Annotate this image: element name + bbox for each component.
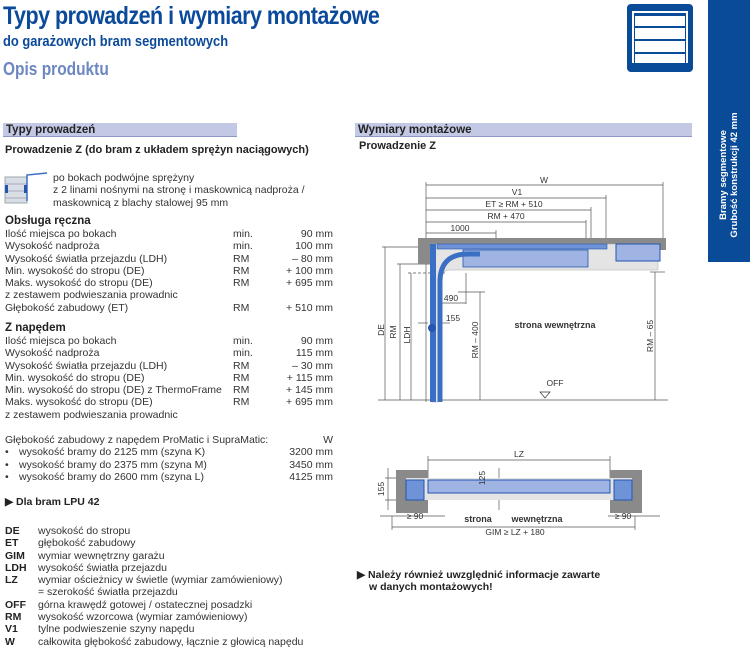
legend-item bbox=[5, 574, 303, 586]
triangle-icon: ▶ bbox=[5, 496, 16, 508]
legend-abbr: V1 bbox=[5, 623, 18, 636]
depth-row bbox=[5, 471, 333, 483]
spec-label: Wysokość światła przejazdu (LDH) bbox=[5, 252, 168, 265]
spec-row bbox=[5, 302, 333, 314]
spec-unit: RM bbox=[233, 384, 250, 397]
inside-label: strona wewnętrzna bbox=[514, 320, 596, 330]
spec-value: + 100 mm bbox=[286, 264, 333, 277]
page-title: Typy prowadzeń i wymiary montażowe bbox=[3, 2, 380, 30]
types-subheader: Prowadzenie Z (do bram z układem sprężyn naciągowych) bbox=[5, 144, 309, 156]
spec-row bbox=[5, 384, 333, 396]
legend-text: wysokość do stropu bbox=[38, 525, 131, 537]
legend-item bbox=[5, 636, 303, 648]
description-line: maskownicą z blachy stalowej 95 mm bbox=[53, 196, 229, 209]
spec-unit: min. bbox=[233, 335, 253, 347]
note-line: w danych montażowych! bbox=[369, 581, 493, 593]
legend-abbr: ET bbox=[5, 537, 19, 550]
spec-label: Min. wysokość do stropu (DE) bbox=[5, 371, 145, 384]
legend-item bbox=[5, 623, 303, 635]
floor-marker-icon bbox=[540, 392, 550, 398]
spec-row bbox=[5, 409, 333, 421]
dim-ge90-right: ≥ 90 bbox=[614, 511, 632, 521]
spec-row bbox=[5, 277, 333, 289]
dim-LZ: LZ bbox=[514, 449, 524, 459]
legend-text: wymiar ościeżnicy w świetle (wymiar zamówieniowy) bbox=[38, 574, 283, 587]
dim-DE: DE bbox=[376, 324, 386, 336]
dim-155: 155 bbox=[445, 313, 461, 323]
dim-RM400: RM – 400 bbox=[470, 321, 480, 359]
dim-ge90-left: ≥ 90 bbox=[406, 511, 424, 521]
spec-unit: RM bbox=[233, 264, 250, 277]
dim-GIM: GIM ≥ LZ + 180 bbox=[485, 527, 545, 537]
spec-unit bbox=[233, 289, 275, 301]
lpu-note-text: Dla bram LPU 42 bbox=[16, 496, 100, 508]
legend-item bbox=[5, 537, 303, 549]
legend-item bbox=[5, 562, 303, 574]
spec-row bbox=[5, 335, 333, 347]
spec-value: + 695 mm bbox=[286, 396, 333, 409]
door-icon bbox=[626, 3, 694, 73]
spec-row bbox=[5, 347, 333, 359]
spec-value: + 510 mm bbox=[286, 301, 333, 314]
spec-value: – 30 mm bbox=[292, 359, 333, 372]
spec-label: Ilość miejsca po bokach bbox=[5, 335, 117, 347]
legend-abbr: LZ bbox=[5, 574, 18, 587]
legend-item bbox=[5, 611, 303, 623]
legend-abbr bbox=[5, 586, 38, 598]
dim-V1: V1 bbox=[511, 187, 523, 197]
spec-value: + 145 mm bbox=[286, 384, 333, 397]
spec-value: + 695 mm bbox=[286, 277, 333, 290]
spec-value bbox=[275, 289, 333, 301]
dim-1000: 1000 bbox=[450, 223, 470, 233]
spec-unit: min. bbox=[233, 240, 253, 253]
spec-label: Wysokość nadproża bbox=[5, 347, 100, 360]
spec-row bbox=[5, 253, 333, 265]
legend-text: tylne podwieszenie szyny napędu bbox=[38, 623, 195, 636]
legend-text: wymiar wewnętrzny garażu bbox=[38, 549, 165, 562]
plan-strona: strona bbox=[464, 514, 492, 524]
spec-label: Maks. wysokość do stropu (DE) bbox=[5, 277, 153, 290]
depth-title: Głębokość zabudowy z napędem ProMatic i SupraMatic: bbox=[5, 434, 269, 446]
spec-unit: min. bbox=[233, 347, 253, 360]
bullet: • bbox=[5, 458, 9, 471]
dimensions-header: Wymiary montażowe bbox=[355, 123, 692, 137]
page-subtitle: do garażowych bram segmentowych bbox=[3, 33, 229, 50]
depth-label: wysokość bramy do 2375 mm (szyna M) bbox=[19, 458, 207, 471]
dim-LDH: LDH bbox=[402, 326, 412, 344]
spec-unit: RM bbox=[233, 371, 250, 384]
dim-ET: ET ≥ RM + 510 bbox=[485, 199, 543, 209]
lpu-note bbox=[5, 496, 99, 508]
legend-item bbox=[5, 586, 303, 598]
legend-text: wysokość wzorcowa (wymiar zamówieniowy) bbox=[38, 611, 248, 624]
bullet: • bbox=[5, 446, 9, 459]
spec-value: 90 mm bbox=[300, 335, 333, 347]
spec-unit: min. bbox=[233, 228, 253, 240]
spec-row bbox=[5, 240, 333, 252]
assembly-note bbox=[357, 569, 600, 593]
spec-row bbox=[5, 289, 333, 301]
spec-row bbox=[5, 265, 333, 277]
side-tab-line1: Bramy segmentowe bbox=[718, 130, 729, 220]
depth-value: 3450 mm bbox=[289, 458, 333, 471]
spec-unit: RM bbox=[233, 301, 250, 314]
spec-label: z zestawem podwieszania prowadnic bbox=[5, 289, 178, 302]
legend-text: wysokość światła przejazdu bbox=[38, 561, 167, 574]
depth-label: wysokość bramy do 2125 mm (szyna K) bbox=[19, 446, 206, 459]
spec-value: – 80 mm bbox=[292, 252, 333, 265]
section-title: Opis produktu bbox=[3, 59, 109, 79]
description-line: z 2 linami nośnymi na stronę i maskownicą nadproża / bbox=[53, 184, 305, 197]
spec-value: + 115 mm bbox=[286, 371, 333, 384]
spec-label: Maks. wysokość do stropu (DE) bbox=[5, 396, 153, 409]
legend-abbr: OFF bbox=[5, 598, 26, 611]
depth-value: 3200 mm bbox=[289, 446, 333, 459]
legend-item bbox=[5, 550, 303, 562]
track-description bbox=[53, 172, 305, 209]
depth-table bbox=[5, 434, 333, 483]
spec-value: 115 mm bbox=[295, 347, 333, 360]
plan-section-diagram bbox=[370, 448, 670, 538]
dim-RM470: RM + 470 bbox=[487, 211, 525, 221]
types-header: Typy prowadzeń bbox=[3, 123, 237, 137]
legend-text: górna krawędź gotowej / ostatecznej posadzki bbox=[38, 598, 253, 611]
legend-text: całkowita głębokość zabudowy, łącznie z głowicą napędu bbox=[38, 635, 304, 648]
depth-value: 4125 mm bbox=[289, 470, 333, 483]
spec-label: Wysokość światła przejazdu (LDH) bbox=[5, 359, 168, 372]
plan-wewnetrzna: wewnętrzna bbox=[511, 514, 563, 524]
manual-specs bbox=[5, 215, 333, 314]
spec-label: Wysokość nadproża bbox=[5, 240, 100, 253]
spec-label: Głębokość zabudowy (ET) bbox=[5, 301, 129, 314]
note-line: Należy również uwzględnić informacje zawarte bbox=[368, 569, 601, 581]
legend-abbr: W bbox=[5, 635, 15, 648]
depth-col: W bbox=[323, 434, 333, 446]
drive-title: Z napędem bbox=[5, 322, 66, 334]
spec-value bbox=[275, 409, 333, 421]
spec-unit: RM bbox=[233, 396, 250, 409]
triangle-icon: ▶ bbox=[357, 569, 368, 581]
bullet: • bbox=[5, 470, 9, 483]
spec-label: Min. wysokość do stropu (DE) bbox=[5, 264, 145, 277]
spec-row bbox=[5, 360, 333, 372]
off-label: OFF bbox=[546, 378, 564, 388]
spec-unit bbox=[233, 409, 275, 421]
dim-RM65: RM – 65 bbox=[645, 319, 655, 353]
side-section-diagram bbox=[350, 170, 690, 410]
spec-label: Min. wysokość do stropu (DE) z ThermoFrame bbox=[5, 384, 222, 397]
dim-RM: RM bbox=[388, 325, 398, 339]
legend-text: = szerokość światła przejazdu bbox=[38, 586, 178, 599]
dimensions-subheader: Prowadzenie Z bbox=[359, 140, 437, 152]
spec-unit: RM bbox=[233, 277, 250, 290]
spec-value: 100 mm bbox=[295, 240, 333, 253]
depth-label: wysokość bramy do 2600 mm (szyna L) bbox=[19, 470, 204, 483]
side-tab-line2: Grubość konstrukcji 42 mm bbox=[729, 112, 740, 238]
spec-row bbox=[5, 372, 333, 384]
spec-label: Ilość miejsca po bokach bbox=[5, 228, 117, 240]
spec-value: 90 mm bbox=[300, 228, 333, 240]
legend-abbr: LDH bbox=[5, 561, 27, 574]
legend-abbr: GIM bbox=[5, 549, 25, 562]
dim-155-plan: 155 bbox=[376, 481, 386, 497]
dim-W: W bbox=[539, 175, 549, 185]
spec-label: z zestawem podwieszania prowadnic bbox=[5, 408, 178, 421]
legend bbox=[5, 525, 303, 648]
legend-text: głębokość zabudowy bbox=[38, 537, 136, 550]
manual-title: Obsługa ręczna bbox=[5, 215, 91, 227]
legend-abbr: DE bbox=[5, 525, 20, 537]
drive-specs bbox=[5, 322, 333, 421]
spec-row bbox=[5, 396, 333, 408]
depth-row bbox=[5, 459, 333, 471]
side-tab bbox=[708, 0, 750, 262]
legend-abbr: RM bbox=[5, 611, 22, 624]
legend-item bbox=[5, 525, 303, 537]
spec-unit: RM bbox=[233, 359, 250, 372]
z-track-icon bbox=[3, 171, 49, 207]
spec-row bbox=[5, 228, 333, 240]
description-line: po bokach podwójne sprężyny bbox=[53, 172, 195, 184]
depth-row bbox=[5, 446, 333, 458]
dim-125: 125 bbox=[477, 470, 487, 486]
spec-unit: RM bbox=[233, 252, 250, 265]
dim-490: 490 bbox=[443, 293, 459, 303]
legend-item bbox=[5, 599, 303, 611]
